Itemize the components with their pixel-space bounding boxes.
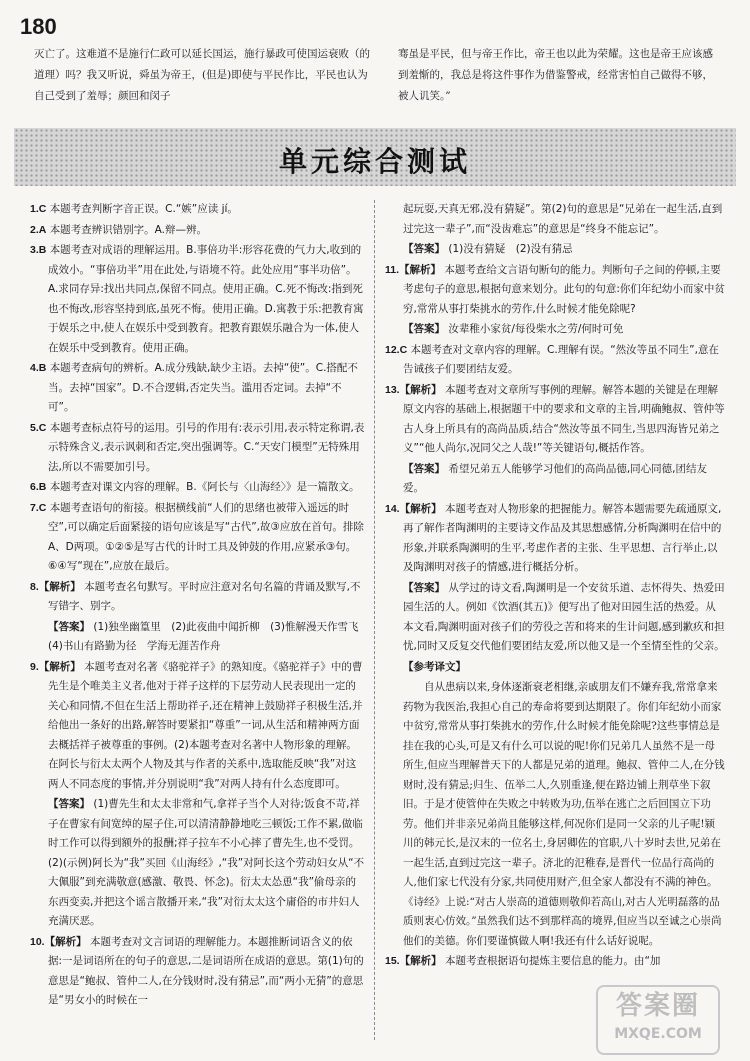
- answer-item: [30, 478, 365, 498]
- item-text: 希望兄弟五人能够学习他们的高尚品德,同心同德,团结友爱。: [403, 462, 708, 494]
- item-text: 本题考查对课文内容的理解。B.《阿长与〈山海经〉》是一篇散文。: [49, 481, 360, 493]
- answer-item: [30, 241, 365, 358]
- answer-item: [30, 499, 365, 577]
- answer-item: [385, 261, 725, 320]
- answer-column-left: [30, 200, 369, 1012]
- answer-item: [385, 500, 725, 578]
- answer-item: [385, 678, 725, 951]
- answer-item: [30, 933, 365, 1011]
- item-text: 本题考查对文章所写事例的理解。解答本题的关键是在理解原文内容的基础上,根据题干中的要求和文章的主旨,明确鲍叔、管仲等古人身上所具有的高尚品质,结合“然汝等虽不同生,当思四海皆兄弟之义”“他人尚尔,况同父之人哉!”等关键语句,概括作答。: [403, 383, 725, 454]
- page-number: 180: [20, 14, 57, 39]
- answer-item: [30, 359, 365, 418]
- top-left-text: 灭亡了。这难道不是施行仁政可以延长国运，施行暴政可使国运衰败（的道理）吗？我又听说，舜虽为帝王，(但是)即使与平民作比，平民也认为自己受到了羞辱；颜回和闵子: [34, 48, 370, 102]
- item-text: 本题考查对人物形象的把握能力。解答本题需要先疏通原文,再了解作者陶渊明的主要诗文作品及其思想感情,分析陶渊明在信中的形象,并联系陶渊明的生平,考虑作者的主张、生平思想、言行举止,以及陶渊明对孩子的情感,进行概括分析。: [403, 502, 722, 573]
- item-number: 2.A: [30, 223, 47, 236]
- item-number: 3.B: [30, 244, 47, 256]
- answer-item: [385, 240, 725, 260]
- item-text: 本题考查对文章内容的理解。C.理解有误。“然汝等虽不同生”,意在告诫孩子们要团结友爱。: [403, 343, 719, 375]
- section-banner: [14, 128, 736, 186]
- item-text: 本题考查语句的衔接。根据横线前“人们的思绪也被带入遥远的时空”,可以确定后面紧接的语句应该是写“古代”,故③应放在首句。排除A、D两项。①②⑤是写古代的计时工具及钟鼓的作用,应紧承③句。⑥④写“现在”,应放在最后。: [48, 501, 364, 572]
- answer-item: [385, 579, 725, 657]
- item-number: 9.【解析】: [30, 660, 81, 673]
- answer-item: [30, 795, 365, 932]
- item-text: 本题考查判断字音正误。C.“嫉”应读 jí。: [49, 203, 238, 215]
- item-text: 本题考查病句的辨析。A.成分残缺,缺少主语。去掉“使”。C.搭配不当。去掉“国家”。D.不合逻辑,否定失当。滥用否定词。去掉“不可”。: [48, 362, 358, 413]
- item-number: 【答案】: [403, 323, 445, 335]
- answer-item: [30, 419, 365, 478]
- item-text: 本题考查辨识错别字。A.辩—辨。: [49, 223, 208, 236]
- item-number: 6.B: [30, 481, 47, 493]
- item-text: (1)曹先生和太太非常和气,拿祥子当个人对待;饭食不苛,祥子在曹家有间宽绰的屋子住,可以清清静静地吃三顿饭;工作不累,做临时工作可以得到额外的报酬;祥子拉车不小心摔了曹先生,也不受罚。(2)(示例)阿长为“我”买回《山海经》,“我”对阿长这个劳动妇女从“不大佩服”到充满敬意(感激、敬畏、怀念)。衍太太怂恿“我”偷母亲的东西变卖,并把这个谣言散播开来,“我”对衍太太这个庸俗的市井妇人充满厌恶。: [48, 798, 365, 927]
- item-number: 4.B: [30, 362, 47, 374]
- column-divider: [374, 200, 375, 1040]
- item-number: 13.【解析】: [385, 383, 442, 396]
- item-text: 本题考查对名著《骆驼祥子》的熟知度。《骆驼祥子》中的曹先生是个唯美主义者,他对于祥子这样的下层劳动人民表现出一定的关心和同情,不但在生活上帮助祥子,还在精神上鼓励祥子积极生活,并给他出一条好的出路,解答时要紧扣“尊重”一词,从生活和精神两方面去概括祥子被尊重的事例。(2)本题考查对名著中人物形象的理解。在阿长与衍太太两个人物及其与作者的关系中,选取能反映“我”对这两人不同态度的事情,并分别说明“我”对两人持有什么态度即可。: [48, 660, 363, 790]
- answer-item: [30, 578, 365, 617]
- item-number: 12.C: [385, 343, 408, 356]
- item-text: 起玩耍,天真无邪,没有猜疑”。第(2)句的意思是“兄弟在一起生活,直到过完这一辈子”,而“没齿难忘”的意思是“终身不能忘记”。: [403, 203, 723, 235]
- item-number: 5.C: [30, 421, 47, 434]
- item-text: (1)独坐幽篁里 (2)此夜曲中闻折柳 (3)惟解漫天作雪飞 (4)书山有路勤为径 学海无涯苦作舟: [48, 620, 369, 652]
- item-text: 从学过的诗文看,陶渊明是一个安贫乐道、志怀得失、热爱田园生活的人。例如《饮酒(其五)》便写出了他对田园生活的热爱。从本文看,陶渊明面对孩子们的劳役之苦和将来的生计问题,感到歉疚和担忧,同时又反复交代他们要团结友爱,所以他又是一个至情至性的父亲。: [403, 581, 725, 652]
- item-number: 8.【解析】: [30, 580, 81, 593]
- answer-item: [385, 460, 725, 499]
- item-number: 14.【解析】: [385, 502, 442, 515]
- answer-item: [385, 320, 725, 340]
- answer-item: [385, 381, 725, 459]
- item-number: 【答案】: [48, 798, 90, 810]
- answer-item: [30, 200, 365, 220]
- item-text: 本题考查对成语的理解运用。B.事倍功半:形容花费的气力大,收到的成效小。“事倍功半”用在此处,与语境不符。此处应用“事半功倍”。A.求同存异:找出共同点,保留不同点。使用正确。C.死不悔改:指到死也不悔改,形容坚持到底,虽死不悔。使用正确。D.寓教于乐:把教育寓于娱乐之中,使人在娱乐中受到教育。把教育跟娱乐融合为一体,使人在娱乐中受到教育。使用正确。: [48, 244, 364, 354]
- section-title: 单元综合测试: [278, 145, 471, 178]
- item-number: 【答案】: [48, 620, 90, 633]
- answer-item: [385, 658, 725, 678]
- watermark-logo: [596, 985, 720, 1055]
- item-text: 汝辈稚小家贫/每役柴水之劳/何时可免: [448, 323, 624, 335]
- item-text: 自从患病以来,身体逐渐衰老相继,亲戚朋友们不嫌弃我,常常拿来药物为我医治,我担心自己的寿命将要到达期限了。你们年纪幼小而家中贫穷,常常从事打柴挑水的劳作,什么时候才能免除呢?这些事情总是挂在我的心头,可是又有什么可以说的呢!你们兄弟几人虽然不是一母所生,但应当理解普天下的人都是兄弟的道理。鲍叔、管仲二人,在分钱财时,没有猜忌;归生、伍举二人,久别重逢,便在路边铺上荆草坐下叙旧。于是才使管仲在失败之中转败为功,伍举在逃亡之后回国立下功劳。他们并非亲兄弟尚且能够这样,何况你们是同一父亲的儿子呢!颍川的韩元长,是汉末的一位名士,身居卿佐的官职,八十岁时去世,兄弟在一起生活,直到过完这一辈子。济北的氾稚春,是晋代一位品行高尚的人,他们家七代没有分家,共同使用财产,但全家人都没有不满的神色。《诗经》上说:“对古人崇高的道德则敬仰若高山,对古人光明磊落的品质则衷心仿效。”虽然我们达不到那样高的境界,但应当以至诚之心崇尚他们的美德。你们要谨慎做人啊!我还有什么话好说呢。: [403, 681, 725, 947]
- answer-item: [385, 341, 725, 380]
- answer-item: [30, 658, 365, 795]
- watermark-en: MXQE.COM: [614, 1026, 702, 1042]
- item-number: 11.【解析】: [385, 263, 442, 276]
- item-number: 7.C: [30, 501, 47, 514]
- item-number: 【参考译文】: [403, 660, 466, 673]
- answer-item: [385, 200, 725, 239]
- item-number: 【答案】: [403, 462, 445, 475]
- item-text: 本题考查对文言词语的理解能力。本题推断词语含义的依据:一是词语所在的句子的意思,二是词语所在成语的意思。第(1)句的意思是“鲍叔、管仲二人,在分钱财时,没有猜忌”,而“两小无猜”的意思是“男女小的时候在一: [48, 935, 364, 1006]
- item-number: 10.【解析】: [30, 935, 87, 948]
- item-number: 【答案】: [403, 581, 445, 594]
- item-text: 本题考查根据语句提炼主要信息的能力。由“加: [444, 955, 661, 967]
- watermark-cn: 答案圈: [615, 991, 700, 1021]
- top-right-text: 骞虽是平民，但与帝王作比，帝王也以此为荣耀。这也是帝王应该感到羞惭的，我总是将这件事作为借鉴警戒，经常害怕自己做得不够，被人讥笑。”: [398, 48, 713, 102]
- item-text: (1)没有猜疑 (2)没有猜忌: [448, 243, 573, 255]
- item-number: 【答案】: [403, 243, 445, 255]
- item-number: 15.【解析】: [385, 955, 442, 967]
- item-text: 本题考查给文言语句断句的能力。判断句子之间的停顿,主要考虑句子的意思,根据句意来划分。此句的句意:你们年纪幼小而家中贫穷,常常从事打柴挑水的劳作,什么时候才能免除呢?: [403, 263, 725, 315]
- item-number: 1.C: [30, 203, 47, 215]
- item-text: 本题考查名句默写。平时应注意对名句名篇的背诵及默写,不写错字、别字。: [48, 580, 361, 612]
- item-text: 本题考查标点符号的运用。引号的作用有:表示引用,表示特定称谓,表示特殊含义,表示讽刺和否定,突出强调等。C.“天安门模型”无特殊用法,所以不需要加引号。: [48, 421, 365, 473]
- answer-column-right: [385, 200, 725, 973]
- answer-item: [385, 952, 725, 972]
- answer-item: [30, 221, 365, 241]
- answer-item: [30, 618, 369, 657]
